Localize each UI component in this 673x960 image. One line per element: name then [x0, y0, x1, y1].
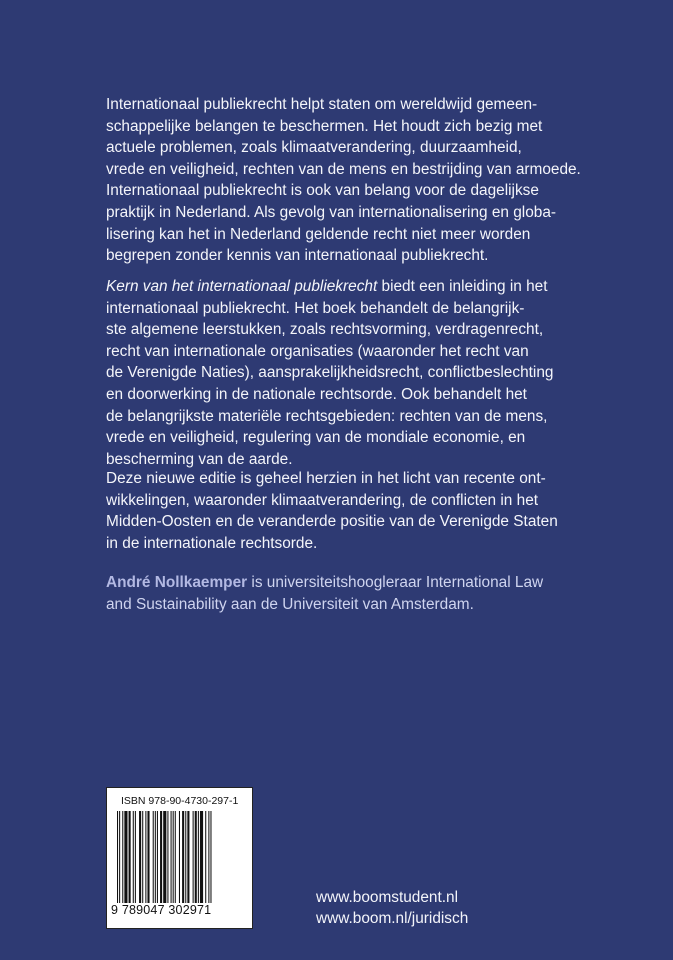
author-name: André Nollkaemper [106, 574, 248, 591]
text-line [106, 572, 606, 594]
text-line: praktijk in Nederland. Als gevolg van internationalisering en globa- [106, 203, 557, 221]
author-bio [106, 572, 606, 615]
url-boom-juridisch[interactable]: www.boom.nl/juridisch [316, 910, 469, 927]
text-line: in de internationale rechtsorde. [106, 534, 318, 552]
barcode-digits: 9 789047 302971 [111, 903, 212, 917]
text-line: Midden-Oosten en de veranderde positie van de Verenigde Staten [106, 513, 558, 531]
text-line: ste algemene leerstukken, zoals rechtsvorming, verdragenrecht, [106, 321, 544, 339]
text-line: vrede en veiligheid, regulering van de mondiale economie, en [106, 429, 526, 447]
book-title: Kern van het internationaal publiekrecht [106, 278, 378, 295]
text-line: Internationaal publiekrecht helpt staten om wereldwijd gemeen- [106, 96, 538, 113]
isbn-label: ISBN 978-90-4730-297-1 [121, 795, 239, 807]
text-line: vrede en veiligheid, rechten van de mens en bestrijding van armoede. [106, 160, 581, 178]
text-line: en doorwerking in de nationale rechtsorde. Ook behandelt het [106, 385, 527, 403]
text-fragment: biedt een inleiding in het [377, 278, 548, 295]
url-boomstudent[interactable]: www.boomstudent.nl [316, 889, 459, 906]
text-line: and Sustainability aan de Universiteit van Amsterdam. [106, 595, 474, 613]
intro-paragraph [106, 94, 606, 267]
text-fragment: is universiteitshoogleraar International Law [247, 574, 544, 591]
text-line: bescherming van de aarde. [106, 450, 293, 468]
text-line: Deze nieuwe editie is geheel herzien in het licht van recente ont- [106, 470, 546, 487]
text-line: wikkelingen, waaronder klimaatverandering, de conflicten in het [106, 491, 539, 509]
text-line [106, 276, 606, 298]
barcode-icon [117, 811, 244, 905]
edition-paragraph [106, 468, 606, 554]
text-line: lisering kan het in Nederland geldende recht niet meer worden [106, 225, 531, 243]
text-line: recht van internationale organisaties (waaronder het recht van [106, 342, 529, 360]
text-line: begrepen zonder kennis van internationaal publiekrecht. [106, 247, 489, 265]
text-line: de Verenigde Naties), aansprakelijkheidsrecht, conflictbeslechting [106, 364, 554, 382]
book-description-paragraph [106, 276, 606, 470]
text-line: internationaal publiekrecht. Het boek behandelt de belangrijk- [106, 299, 525, 317]
text-line: de belangrijkste materiële rechtsgebieden: rechten van de mens, [106, 407, 548, 425]
text-line: Internationaal publiekrecht is ook van belang voor de dagelijkse [106, 182, 539, 200]
text-line: schappelijke belangen te beschermen. Het houdt zich bezig met [106, 117, 543, 135]
isbn-barcode [106, 787, 253, 929]
text-line: actuele problemen, zoals klimaatverandering, duurzaamheid, [106, 139, 522, 157]
website-links [316, 887, 468, 929]
